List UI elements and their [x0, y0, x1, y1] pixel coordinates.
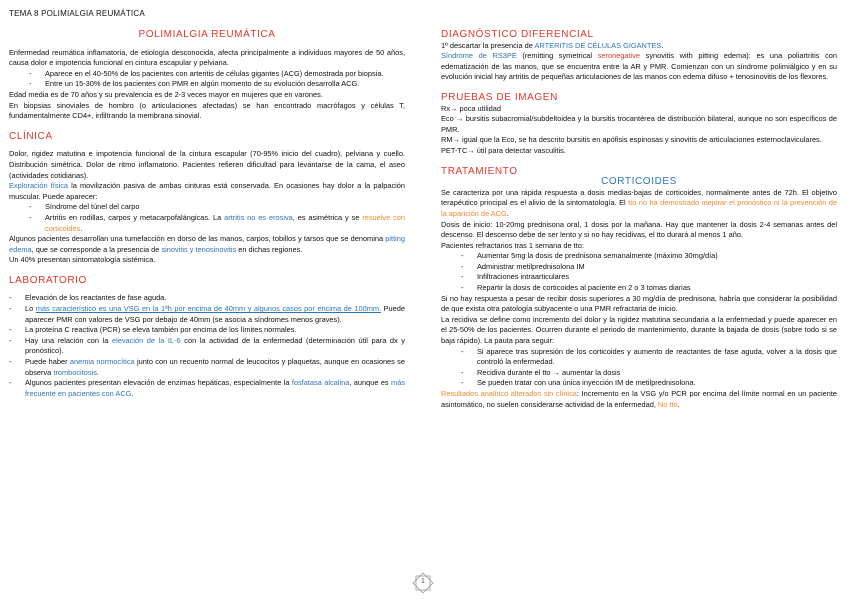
page-number-badge: [412, 572, 434, 594]
list-item: [9, 378, 405, 399]
highlight-rs3pe: Síndrome de RS3PE: [441, 51, 517, 61]
highlight-artritis: artritis no es erosiva: [224, 212, 293, 222]
text-span: .: [131, 388, 134, 398]
section-title-imagen: PRUEBAS DE IMAGEN: [441, 91, 558, 103]
highlight-sinovitis: sinovitis y tenosinovitis: [161, 244, 237, 254]
dx-paragraph-1: [441, 41, 837, 52]
list-item: [9, 336, 405, 357]
list-item: - Aparece en el 40-50% de los pacientes con arteritis de células gigantes (ACG) demostrada por biopsia.: [9, 69, 405, 80]
cort-paragraph-4: Si no hay respuesta a pesar de recibir dosis superiores a 30 mg/día de prednisona, habría que considerar la posibilidad de que exista otra patología subyacente o una PMR refractaria de inicio.: [441, 293, 837, 314]
intro-list: [9, 69, 405, 90]
recidiva-list: [441, 347, 837, 389]
biopsy-paragraph: En biopsias sinoviales de hombro (o articulaciones afectadas) se han encontrado macrófagos y células T, fundamentalmente CD4+, infiltrando la membrana sinovial.: [9, 100, 405, 121]
img-line-rx: Rx→ poca utilidad: [441, 103, 501, 113]
section-title-laboratorio: LABORATORIO: [9, 274, 87, 286]
highlight-fosfatasa: fosfatasa alcalina: [291, 378, 350, 388]
highlight-anemia: anemia normocítica: [69, 357, 135, 367]
img-line-rm: RM→ igual que la Eco, se ha descrito bursitis en apófisis espinosas y sinovitis de articulaciones esternoclaviculares.: [441, 135, 822, 145]
highlight-acg: más frecuente en pacientes con ACG: [25, 378, 405, 398]
right-column: [441, 30, 837, 410]
text-span: .: [80, 223, 83, 233]
text-span: .: [96, 367, 99, 377]
list-item: - Infiltraciones intraarticulares: [441, 272, 837, 283]
list-item: - Aumentar 5mg la dosis de prednisona semanalmente (máximo 30mg/día): [441, 251, 837, 262]
text-span: con la actividad de la enfermedad (determinación útil para dx y pronóstico).: [25, 335, 405, 356]
text-span: synovitis with pitting edema): es una poliartritis con edematización de las manos, que se encuentra entre la AR y PMR. Comienzan con un síndrome polimiálgico y en su evolución inicial hay artritis de pequeñas articulaciones de las manos con edema difuso + tenosinovitis de los flexores.: [441, 51, 837, 82]
list-item: - Administrar metilprednisolona IM: [441, 262, 837, 273]
text-span: : Incremento en la VSG y/o PCR por encima del límite normal en un paciente asintomático, no suelen considerarse actividad de la enfermedad,: [441, 389, 837, 409]
text-span: Artritis en rodillas, carpos y metacarpofalángicas. La: [45, 212, 225, 222]
list-item: - La proteína C reactiva (PCR) se eleva también por encima de los límites normales.: [9, 325, 405, 336]
list-item: - Recidiva durante el tto → aumentar la dosis: [441, 368, 837, 379]
highlight-no-tto: No tto: [657, 399, 678, 409]
text-span: , que se corresponde a la presencia de: [31, 244, 162, 254]
text-span: en dichas regiones.: [236, 244, 303, 254]
cort-paragraph-2: Dosis de inicio: 10-20mg prednisona oral, 1 dosis por la mañana. Hay que mantener la dosis 2-4 semanas antes del descenso. El descenso debe de ser lento y si no hay recidivas, el tto durará al menos 1 año.: [441, 219, 837, 240]
page-number: 1: [421, 578, 425, 585]
list-item: - Se pueden tratar con una única inyección IM de metilprednisolona.: [441, 378, 837, 389]
img-line-eco: Eco → bursitis subacromial/subdeltoidea y la bursitis trocantérea de distribución bilateral, aunque no son específicos de PMR.: [441, 114, 837, 134]
clinica-paragraph-1: Dolor, rigidez matutina e impotencia funcional de la cintura escapular (70-95% inicio del cuadro), pelviana y cuello. Distribución simétrica. Dolor de ritmo inflamatorio. Pacientes refieren dificultad para levantarse de la cama, el aseo (actividades cotidianas).: [9, 149, 405, 180]
text-span: Algunos pacientes presentan elevación de enzimas hepáticas, especialmente la: [25, 378, 292, 388]
dx-paragraph-2: [441, 51, 837, 83]
left-column: [9, 30, 405, 399]
highlight-il6: elevación de la IL-6: [111, 335, 181, 345]
highlight-corticoides: resuelve con corticoides: [45, 212, 406, 233]
highlight-seronegative: seronegative: [597, 51, 641, 61]
list-item: - Repartir la dosis de corticoides al paciente en 2 o 3 tomas diarias: [441, 283, 837, 294]
text-span: , aunque es: [349, 378, 392, 388]
text-span: junto con un recuento normal de leucocitos y plaquetas, aunque en ocasiones se observa: [25, 357, 405, 377]
list-item: [9, 304, 405, 325]
text-span: Puede haber: [25, 357, 70, 367]
section-title-diagnostico: DIAGNÓSTICO DIFERENCIAL: [441, 29, 594, 40]
clinica-paragraph-2: [9, 181, 405, 202]
section-title-tratamiento: TRATAMIENTO: [441, 165, 518, 177]
highlight-exploracion: Exploración física: [9, 181, 68, 191]
page-header: TEMA 8 POLIMIALGIA REUMÁTICA: [9, 9, 145, 18]
clinica-paragraph-3: [9, 234, 405, 255]
text-span: Puede aparecer PMR con valores de VSG por debajo de 40mm (se asocia a síndromes menos graves).: [25, 304, 405, 324]
subsection-title-corticoides: CORTICOIDES: [601, 176, 677, 188]
list-item: - Entre un 15-30% de los pacientes con PMR en algún momento de su evolución desarrolla ACG.: [9, 79, 405, 90]
intro-paragraph: Enfermedad reumática inflamatoria, de etiología desconocida, afecta principalmente a individuos mayores de 50 años, causa dolor e impotencia funcional en cintura escapular y pelviana.: [9, 47, 405, 68]
list-item: [9, 213, 405, 234]
highlight-vsg: más característico es una VSG en la 1ªh por encima de 40mm y algunos casos por encima de 100mm.: [35, 304, 382, 314]
text-span: .: [661, 40, 664, 50]
text-span: .: [506, 208, 509, 218]
img-line-pet: PET-TC→ útil para detectar vasculitis.: [441, 145, 566, 155]
lab-list: [9, 293, 405, 399]
cort-paragraph-3: Pacientes refractarios tras 1 semana de tto:: [441, 240, 584, 250]
clinica-paragraph-4: Un 40% presentan sintomatología sistémica.: [9, 255, 156, 265]
text-span: Lo: [25, 304, 36, 314]
section-title-polimialgia: POLIMIALGIA REUMÁTICA: [138, 29, 276, 40]
list-item: - Síndrome del túnel del carpo: [9, 202, 405, 213]
clinica-list: [9, 202, 405, 234]
cort-paragraph-5: La recidiva se define como incremento del dolor y la rigidez matutina secundaria a la enfermedad y puede aparecer en el 25-50% de los pacientes. Ocurren durante el periodo de mantenimiento, durante la bajada de dosis (sobre todo si se baja rápido). La pauta para seguir:: [441, 314, 837, 346]
text-span: .: [677, 399, 680, 409]
highlight-resultados: Resultados analítico alterados sin clínica: [441, 389, 577, 398]
list-item: - Elevación de los reactantes de fase aguda.: [9, 293, 405, 304]
text-span: (remitting symetrical: [516, 51, 598, 61]
section-title-clinica: CLÍNICA: [9, 130, 53, 142]
age-paragraph: Edad media es de 70 años y su prevalencia es de 2-3 veces mayor en mujeres que en varones.: [9, 89, 323, 99]
text-span: Se caracteriza por una rápida respuesta a dosis medias-bajas de corticoides, normalmente antes de 72h. El objetivo terapéutico principal es el alivio de la sintomatología. El: [441, 187, 837, 208]
highlight-acg-title: ARTERITIS DE CÉLULAS GIGANTES: [534, 40, 662, 50]
refractarios-list: [441, 251, 837, 293]
highlight-pronostico: tto no ha demostrado mejorar el pronóstico ni la prevención de la aparición de ACG: [441, 198, 837, 218]
cort-paragraph-6: [441, 389, 837, 410]
list-item: - Si aparece tras supresión de los corticoides y aumento de reactantes de fase aguda, volver a la dosis que controló la enfermedad.: [441, 347, 837, 368]
text-span: 1º descartar la presencia de: [441, 40, 535, 50]
highlight-trombocitosis: trombocitosis: [53, 367, 97, 377]
list-item: [9, 357, 405, 378]
text-span: Algunos pacientes desarrollan una tumefacción en dorso de las manos, carpos, tobillos y tarsos que se denomina: [9, 234, 386, 244]
cort-paragraph-1: [441, 188, 837, 220]
text-span: Hay una relación con la: [25, 335, 112, 345]
highlight-pitting-edema: pitting edema: [9, 234, 405, 254]
text-span: la movilización pasiva de ambas cinturas está conservada. En ocasiones hay dolor a la palpación muscular. Puede aparecer:: [9, 181, 405, 201]
text-span: , es asimétrica y se: [292, 212, 363, 222]
